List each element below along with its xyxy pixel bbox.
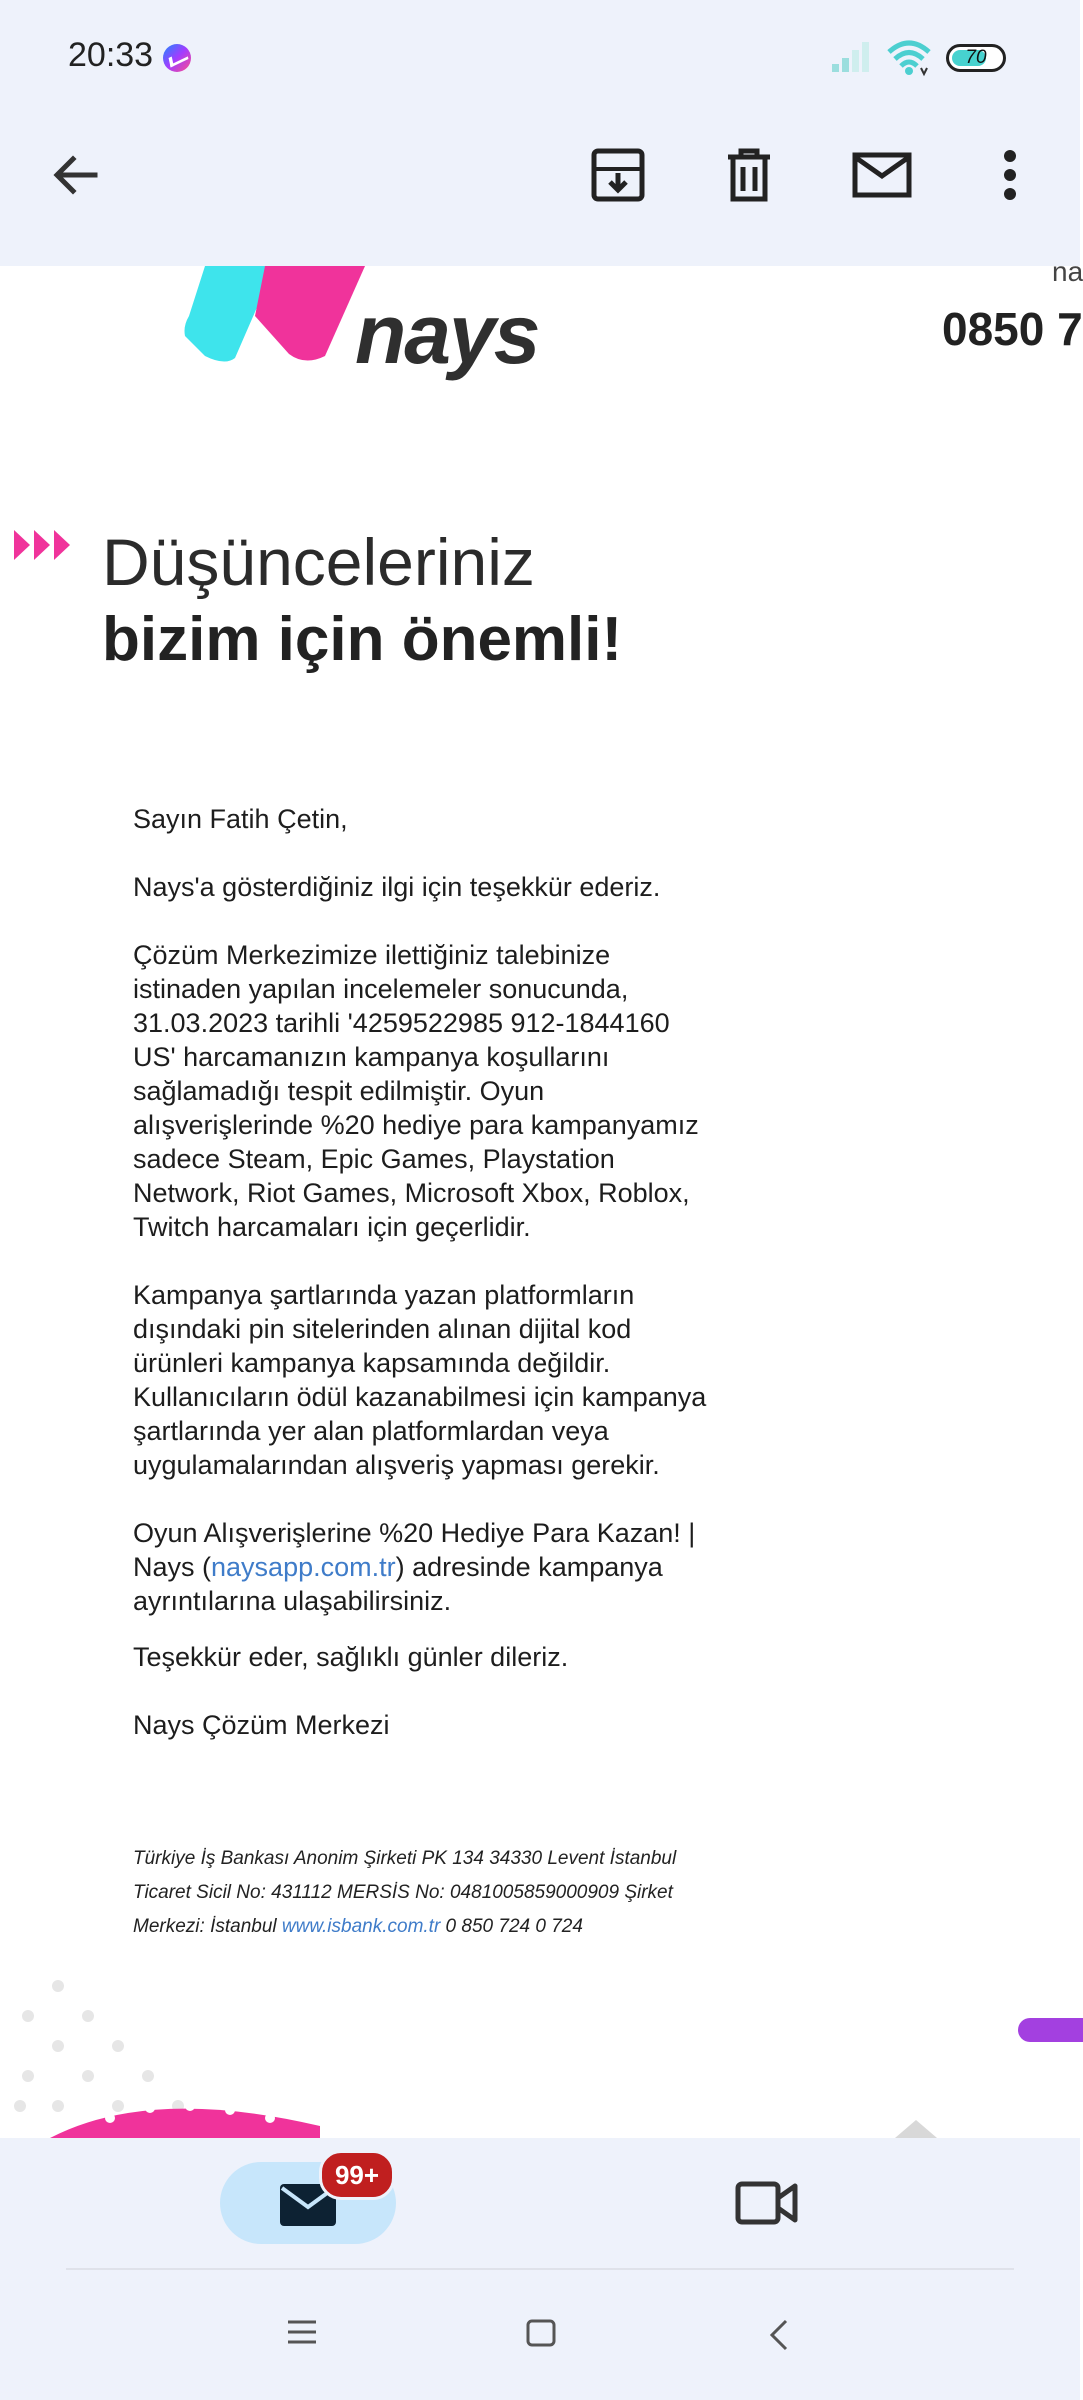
messenger-icon bbox=[163, 44, 191, 72]
paragraph-3-text-end: ) adresinde kampanya ayrıntılarına ulaşabilirsiniz. bbox=[133, 1552, 663, 1616]
paragraph-2: Kampanya şartlarında yazan platformların dışındaki pin sitelerinden alınan dijital kod ürünleri kampanya kapsamında değildir. Kullanıcıların ödül kazanabilmesi için kampanya şartlarında yer alan platformlardan veya uygulamalarından alışveriş yapması gerekir. bbox=[133, 1280, 707, 1480]
phone-hint: na bbox=[1052, 256, 1083, 287]
mark-unread-icon bbox=[852, 152, 912, 198]
footer-line-3 bbox=[133, 1910, 723, 1944]
back-arrow-icon bbox=[49, 149, 101, 201]
isbank-link[interactable]: www.isbank.com.tr bbox=[281, 1916, 441, 1937]
archive-button[interactable] bbox=[583, 140, 653, 210]
email-content[interactable] bbox=[0, 256, 1083, 2138]
footer-line-1: Türkiye İş Bankası Anonim Şirketi PK 134 34330 Levent İstanbul bbox=[133, 1848, 677, 1869]
paragraph-1: Çözüm Merkezimize ilettiğiniz talebinize istinaden yapılan incelemeler sonucunda, 31.03.2023 tarihli '4259522985 912-1844160 US' harcamanızın kampanya koşullarını sağlamadığı tespit edilmiştir. Oyun alışverişlerinde %20 hediye para kampanyamız sadece Steam, Epic Games, Playstation Network, Riot Games, Microsoft Xbox, Roblox, Twitch harcamaları için geçerlidir. bbox=[133, 940, 699, 1242]
greeting: Sayın Fatih Çetin, bbox=[133, 804, 348, 834]
mark-unread-button[interactable] bbox=[847, 140, 917, 210]
thanks-line: Nays'a gösterdiğiniz ilgi için teşekkür ederiz. bbox=[133, 872, 661, 902]
headline-line-2: bizim için önemli! bbox=[102, 605, 623, 674]
paragraph-3-text: Oyun Alışverişlerine %20 Hediye Para Kazan! | Nays ( bbox=[133, 1518, 696, 1582]
delete-button[interactable] bbox=[714, 140, 784, 210]
more-options-button[interactable] bbox=[975, 140, 1045, 210]
triple-arrow-icon bbox=[14, 528, 74, 562]
naysapp-link[interactable]: naysapp.com.tr bbox=[211, 1552, 396, 1582]
delete-icon bbox=[724, 147, 774, 203]
decorative-pattern bbox=[0, 1956, 1080, 2138]
archive-icon bbox=[590, 147, 646, 203]
paragraph-3 bbox=[133, 1516, 713, 1618]
headline-line-1: Düşünceleriniz bbox=[102, 525, 535, 599]
wifi-icon bbox=[885, 38, 933, 76]
back-button[interactable] bbox=[40, 140, 110, 210]
status-time: 20:33 bbox=[68, 36, 154, 74]
bottom-navigation bbox=[0, 2138, 1080, 2400]
signature: Nays Çözüm Merkezi bbox=[133, 1710, 390, 1740]
home-icon bbox=[525, 2318, 557, 2348]
battery-icon bbox=[946, 44, 1006, 72]
recents-icon bbox=[286, 2318, 318, 2346]
email-body bbox=[133, 802, 713, 1776]
home-button[interactable] bbox=[525, 2318, 557, 2353]
nav-divider bbox=[66, 2268, 1014, 2270]
footer-line-3-text: Merkezi: İstanbul bbox=[133, 1916, 282, 1937]
video-icon bbox=[735, 2176, 799, 2226]
footer-line-3-phone: 0 850 724 0 724 bbox=[440, 1916, 583, 1937]
closing-line: Teşekkür eder, sağlıklı günler dileriz. bbox=[133, 1642, 569, 1672]
phone-number: 0850 7 bbox=[942, 303, 1083, 355]
meet-tab[interactable] bbox=[735, 2176, 799, 2231]
signal-icon bbox=[830, 38, 874, 74]
recents-button[interactable] bbox=[286, 2318, 318, 2351]
battery-level: 70 bbox=[965, 47, 987, 68]
system-back-button[interactable] bbox=[768, 2318, 790, 2357]
nays-logo-text: nays bbox=[355, 287, 539, 381]
nays-logo-icon bbox=[185, 266, 365, 366]
unread-badge: 99+ bbox=[319, 2150, 395, 2200]
top-app-bar bbox=[0, 0, 1080, 266]
legal-footer bbox=[133, 1842, 723, 1944]
more-vert-icon bbox=[1002, 149, 1018, 201]
footer-line-2: Ticaret Sicil No: 431112 MERSİS No: 0481005859000909 Şirket bbox=[133, 1882, 673, 1903]
back-icon bbox=[768, 2318, 790, 2352]
